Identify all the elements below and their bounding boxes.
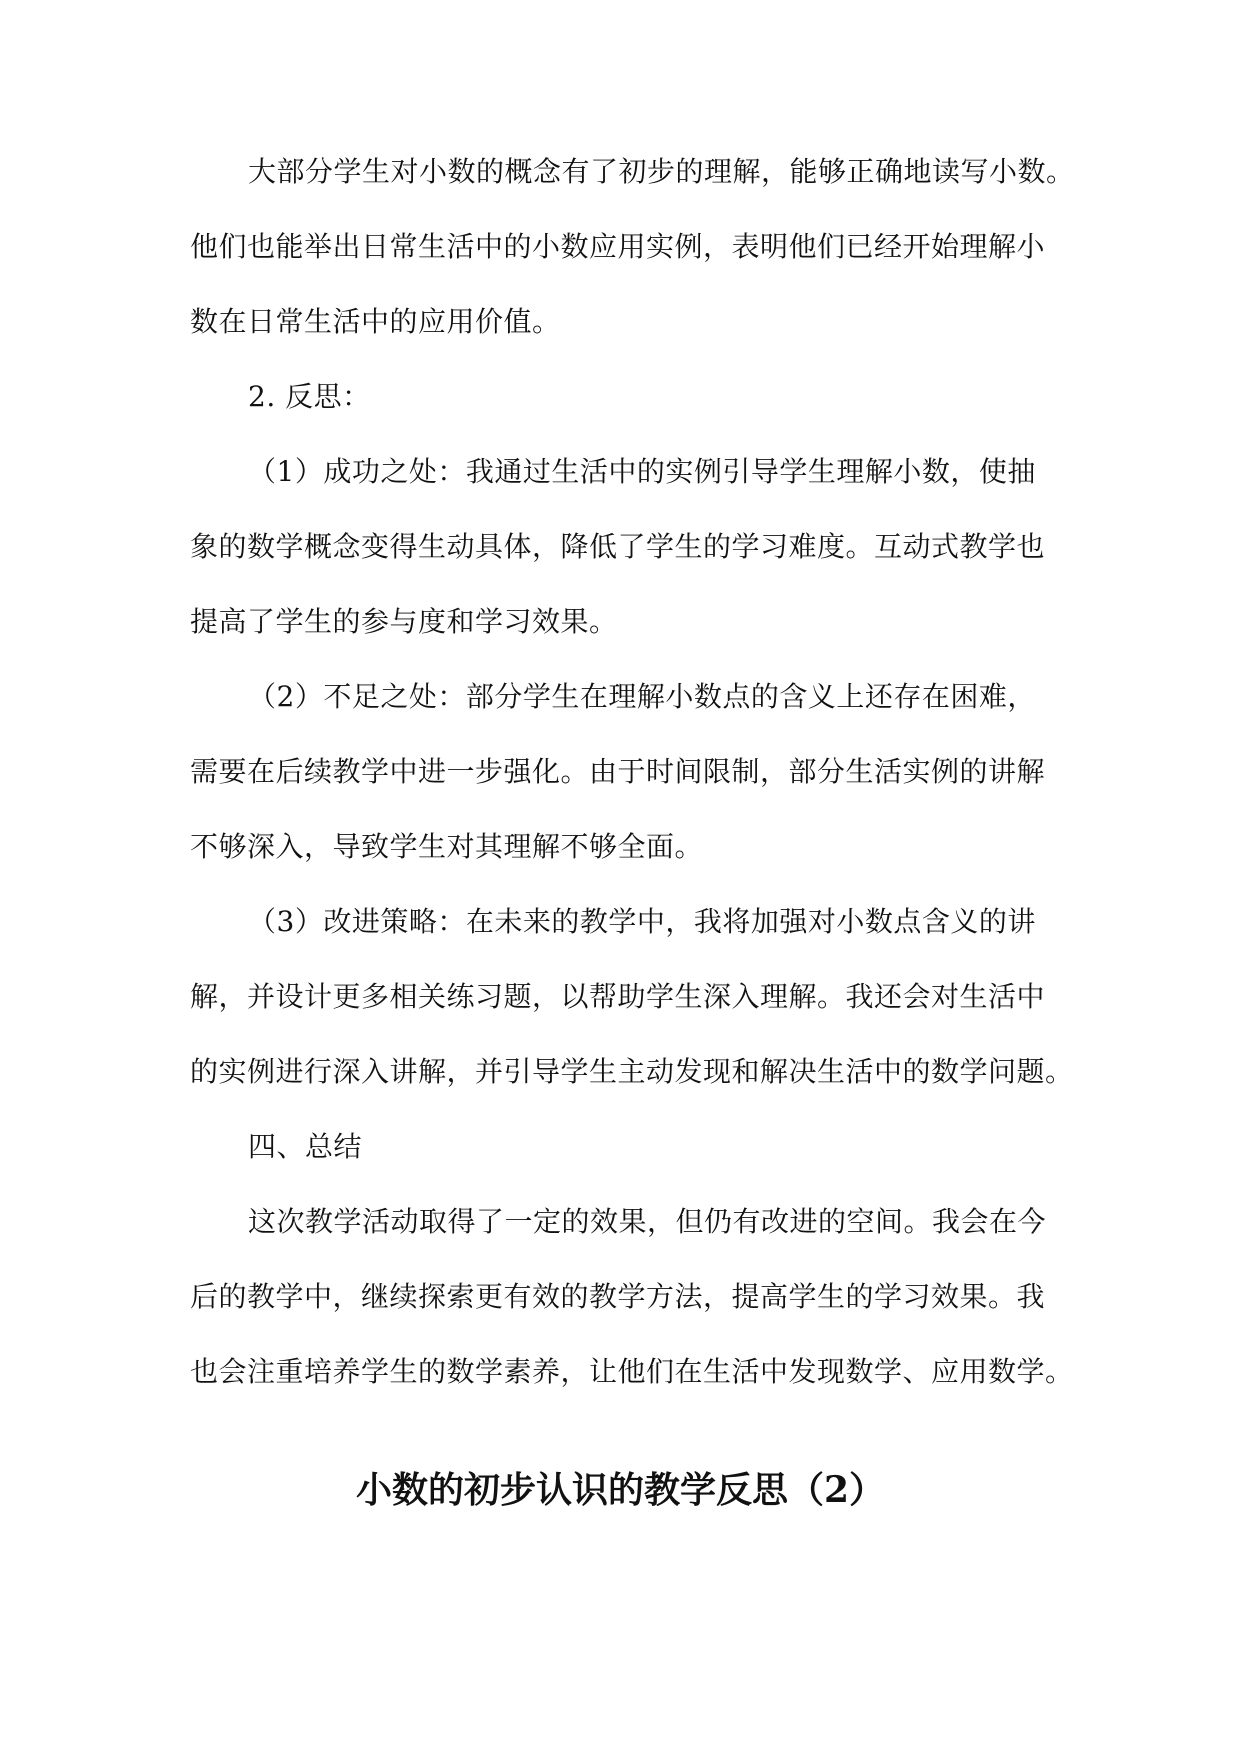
paragraph-line: 他们也能举出日常生活中的小数应用实例，表明他们已经开始理解小 [190, 230, 1046, 263]
list-heading: 2. 反思： [248, 380, 371, 413]
paragraph-line: 的实例进行深入讲解，并引导学生主动发现和解决生活中的数学问题。 [190, 1055, 1074, 1088]
paragraph-line: 提高了学生的参与度和学习效果。 [190, 605, 618, 638]
paragraph-line: 后的教学中，继续探索更有效的教学方法，提高学生的学习效果。我 [190, 1280, 1046, 1313]
paragraph-line: 需要在后续教学中进一步强化。由于时间限制，部分生活实例的讲解 [190, 755, 1046, 788]
paragraph-line: （1）成功之处：我通过生活中的实例引导学生理解小数，使抽 [248, 455, 1036, 488]
paragraph-line: 象的数学概念变得生动具体，降低了学生的学习难度。互动式教学也 [190, 530, 1046, 563]
section-title: 小数的初步认识的教学反思（2） [355, 1469, 886, 1511]
paragraph-line: 数在日常生活中的应用价值。 [190, 305, 561, 338]
paragraph-line: 也会注重培养学生的数学素养，让他们在生活中发现数学、应用数学。 [190, 1355, 1074, 1388]
paragraph-line: （2）不足之处：部分学生在理解小数点的含义上还存在困难， [248, 680, 1036, 713]
paragraph-line: 大部分学生对小数的概念有了初步的理解，能够正确地读写小数。 [248, 155, 1075, 188]
paragraph-line: 这次教学活动取得了一定的效果，但仍有改进的空间。我会在今 [248, 1205, 1047, 1238]
paragraph-line: 不够深入，导致学生对其理解不够全面。 [190, 830, 704, 863]
section-heading: 四、总结 [248, 1130, 363, 1163]
paragraph-line: （3）改进策略：在未来的教学中，我将加强对小数点含义的讲 [248, 905, 1036, 938]
paragraph-line: 解，并设计更多相关练习题，以帮助学生深入理解。我还会对生活中 [190, 980, 1046, 1013]
